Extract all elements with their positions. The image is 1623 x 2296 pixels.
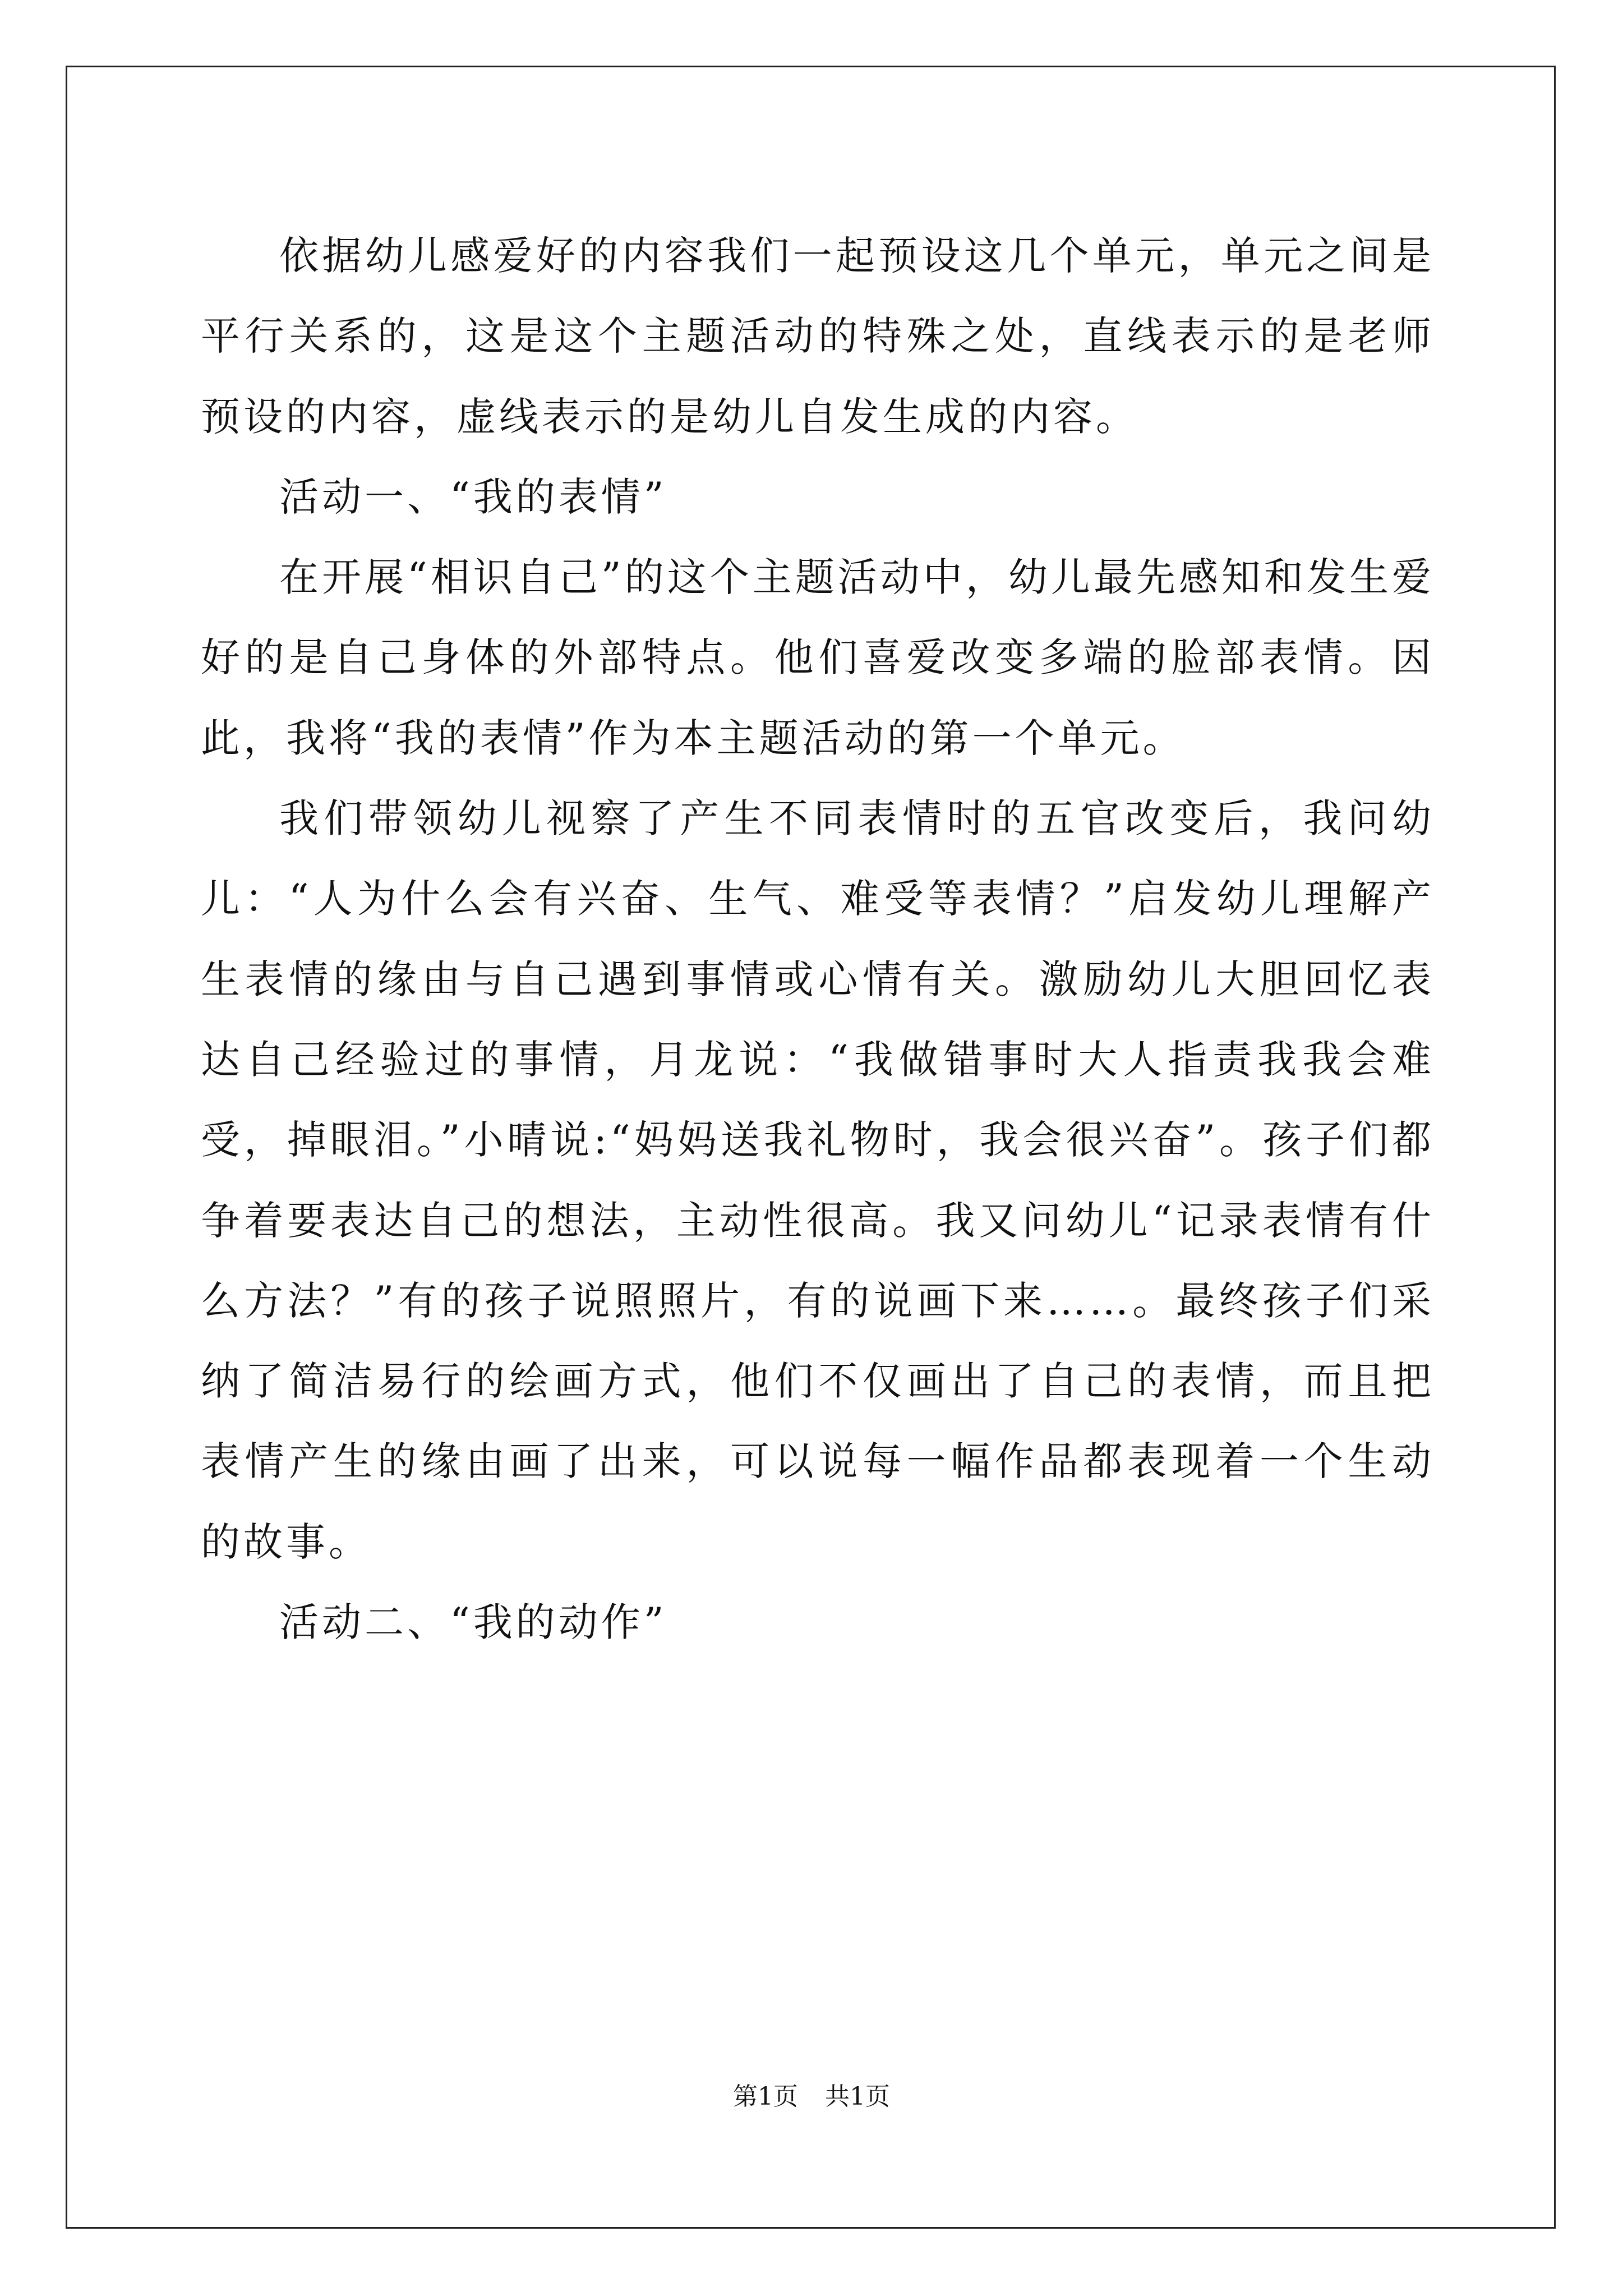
page-number: 第1页: [733, 2082, 798, 2111]
paragraph-intro: 依据幼儿感爱好的内容我们一起预设这几个单元，单元之间是平行关系的，这是这个主题活动的特殊之处，直线表示的是老师预设的内容，虚线表示的是幼儿自发生成的内容。: [201, 233, 1435, 440]
page-total: 共1页: [825, 2082, 890, 2111]
paragraph-activity-1-detail: 我们带领幼儿视察了产生不同表情时的五官改变后，我问幼儿：“人为什么会有兴奋、生气、难受等表情？”启发幼儿理解产生表情的缘由与自己遇到事情或心情有关。激励幼儿大胆回忆表达自己经验过的事情，月龙说：“我做错事时大人指责我我会难受，掉眼泪。”小晴说:“妈妈送我礼物时，我会很兴奋”。孩子们都争着要表达自己的想法，主动性很高。我又问幼儿“记录表情有什么方法？”有的孩子说照照片，有的说画下来……。最终孩子们采纳了简洁易行的绘画方式，他们不仅画出了自己的表情，而且把表情产生的缘由画了出来，可以说每一幅作品都表现着一个生动的故事。: [201, 795, 1435, 1565]
paragraph-activity-1-intro: 在开展“相识自己”的这个主题活动中，幼儿最先感知和发生爱好的是自己身体的外部特点。他们喜爱改变多端的脸部表情。因此，我将“我的表情”作为本主题活动的第一个单元。: [201, 554, 1435, 761]
section-heading-activity-1: 活动一、“我的表情”: [279, 473, 667, 520]
page-footer: [0, 2080, 1623, 2114]
section-heading-activity-2: 活动二、“我的动作”: [279, 1599, 667, 1646]
document-body: [201, 216, 1435, 1663]
